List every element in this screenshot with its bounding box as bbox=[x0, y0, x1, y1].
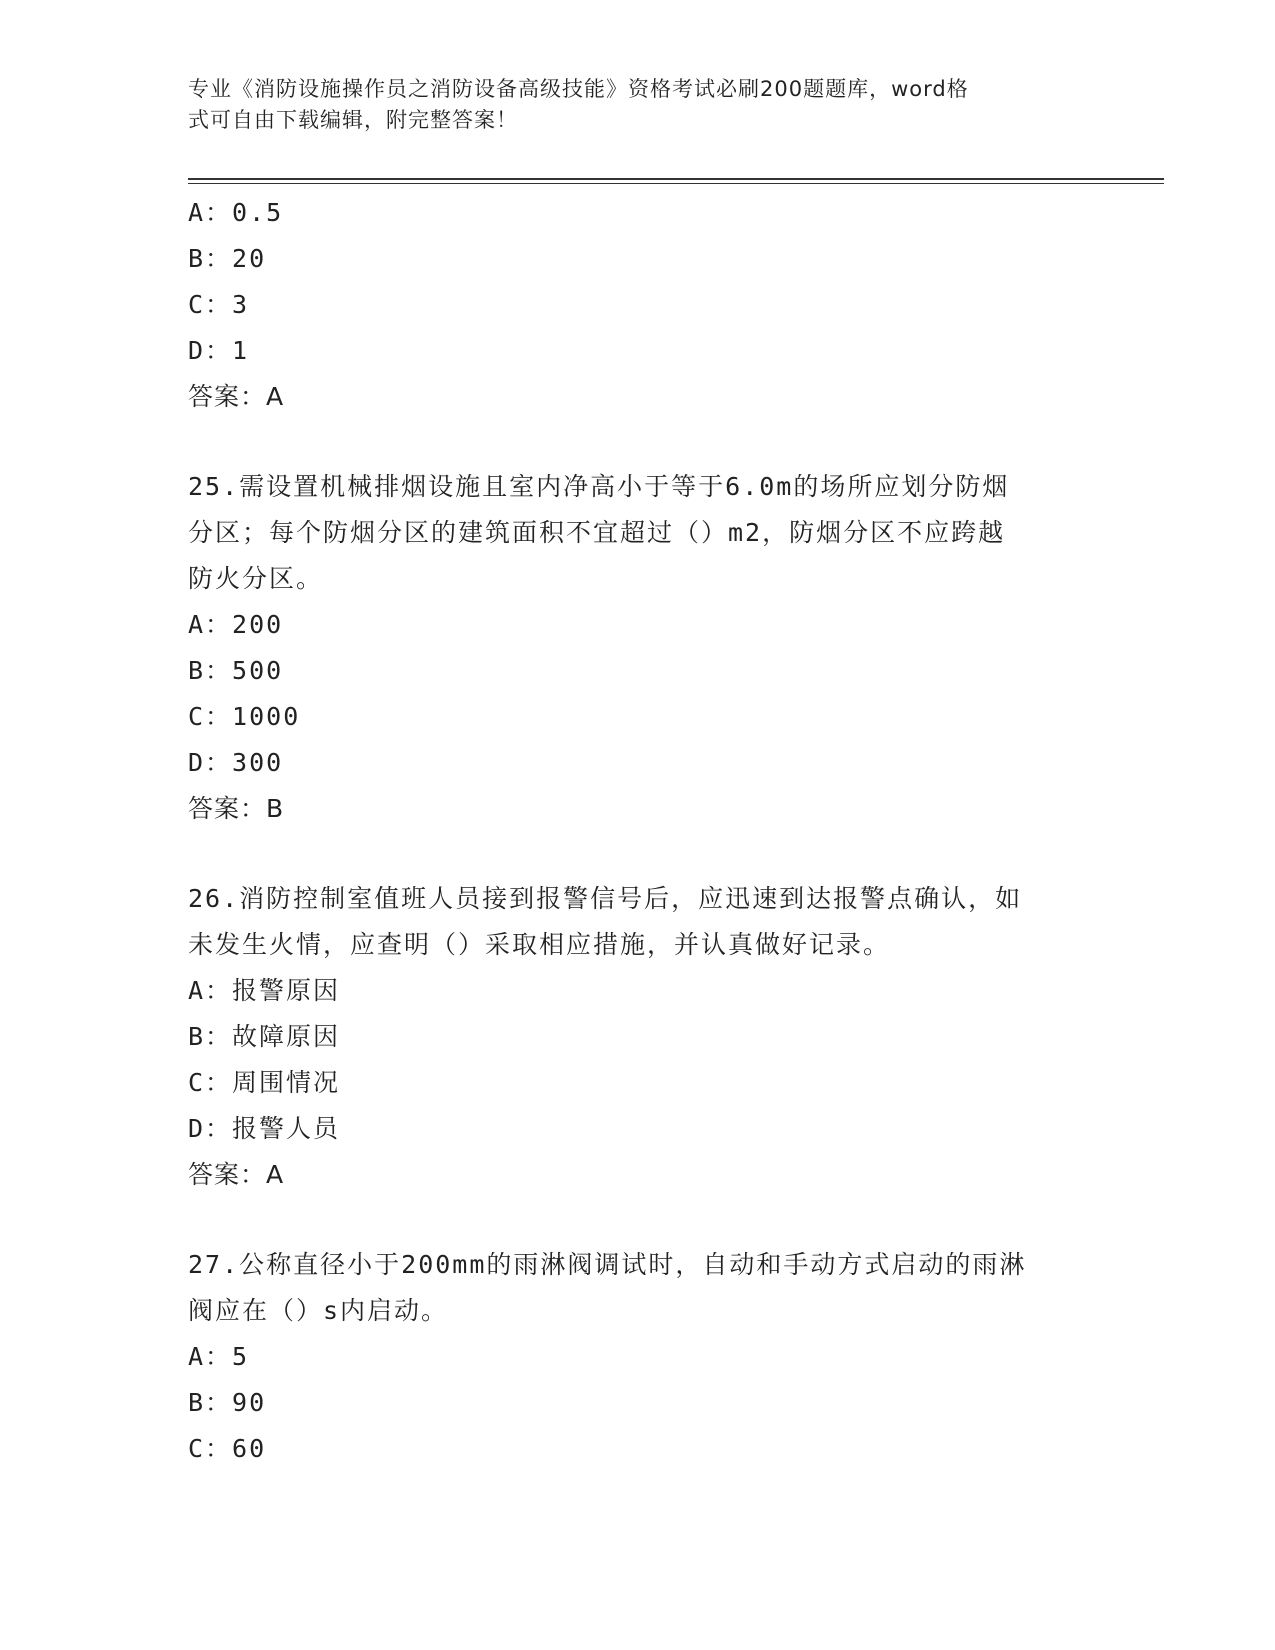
header-divider-thin bbox=[188, 183, 1164, 184]
header-line-1: 专业《消防设施操作员之消防设备高级技能》资格考试必刷200题题库，word格 bbox=[188, 77, 969, 101]
option-c: C：60 bbox=[188, 1434, 267, 1463]
question-block bbox=[188, 1242, 1088, 1472]
option-a: A：200 bbox=[188, 610, 284, 639]
option-b: B：20 bbox=[188, 244, 267, 273]
question-block bbox=[188, 190, 1088, 420]
option-c: C：周围情况 bbox=[188, 1068, 341, 1097]
question-text: 26.消防控制室值班人员接到报警信号后，应迅速到达报警点确认，如 bbox=[188, 884, 1023, 913]
question-list bbox=[188, 190, 1088, 1472]
question-block bbox=[188, 876, 1088, 1198]
question-text: 未发生火情，应查明（）采取相应措施，并认真做好记录。 bbox=[188, 930, 891, 959]
option-c: C：1000 bbox=[188, 702, 301, 731]
option-d: D：300 bbox=[188, 748, 284, 777]
header-line-2: 式可自由下载编辑，附完整答案！ bbox=[188, 108, 518, 132]
option-a: A：0.5 bbox=[188, 198, 284, 227]
answer-line: 答案：B bbox=[188, 794, 285, 823]
document-header bbox=[188, 74, 1088, 136]
header-divider-thick bbox=[188, 178, 1164, 180]
question-text: 27.公称直径小于200mm的雨淋阀调试时，自动和手动方式启动的雨淋 bbox=[188, 1250, 1027, 1279]
question-text: 防火分区。 bbox=[188, 564, 324, 593]
question-text: 25.需设置机械排烟设施且室内净高小于等于6.0m的场所应划分防烟 bbox=[188, 472, 1010, 501]
answer-line: 答案：A bbox=[188, 1160, 285, 1189]
option-a: A：报警原因 bbox=[188, 976, 341, 1005]
option-b: B：故障原因 bbox=[188, 1022, 341, 1051]
question-block bbox=[188, 464, 1088, 832]
question-text: 分区；每个防烟分区的建筑面积不宜超过（）m2，防烟分区不应跨越 bbox=[188, 518, 1006, 547]
option-a: A：5 bbox=[188, 1342, 250, 1371]
option-d: D：报警人员 bbox=[188, 1114, 341, 1143]
answer-line: 答案：A bbox=[188, 382, 285, 411]
option-b: B：90 bbox=[188, 1388, 267, 1417]
option-c: C：3 bbox=[188, 290, 250, 319]
question-text: 阀应在（）s内启动。 bbox=[188, 1296, 449, 1325]
option-d: D：1 bbox=[188, 336, 250, 365]
option-b: B：500 bbox=[188, 656, 284, 685]
